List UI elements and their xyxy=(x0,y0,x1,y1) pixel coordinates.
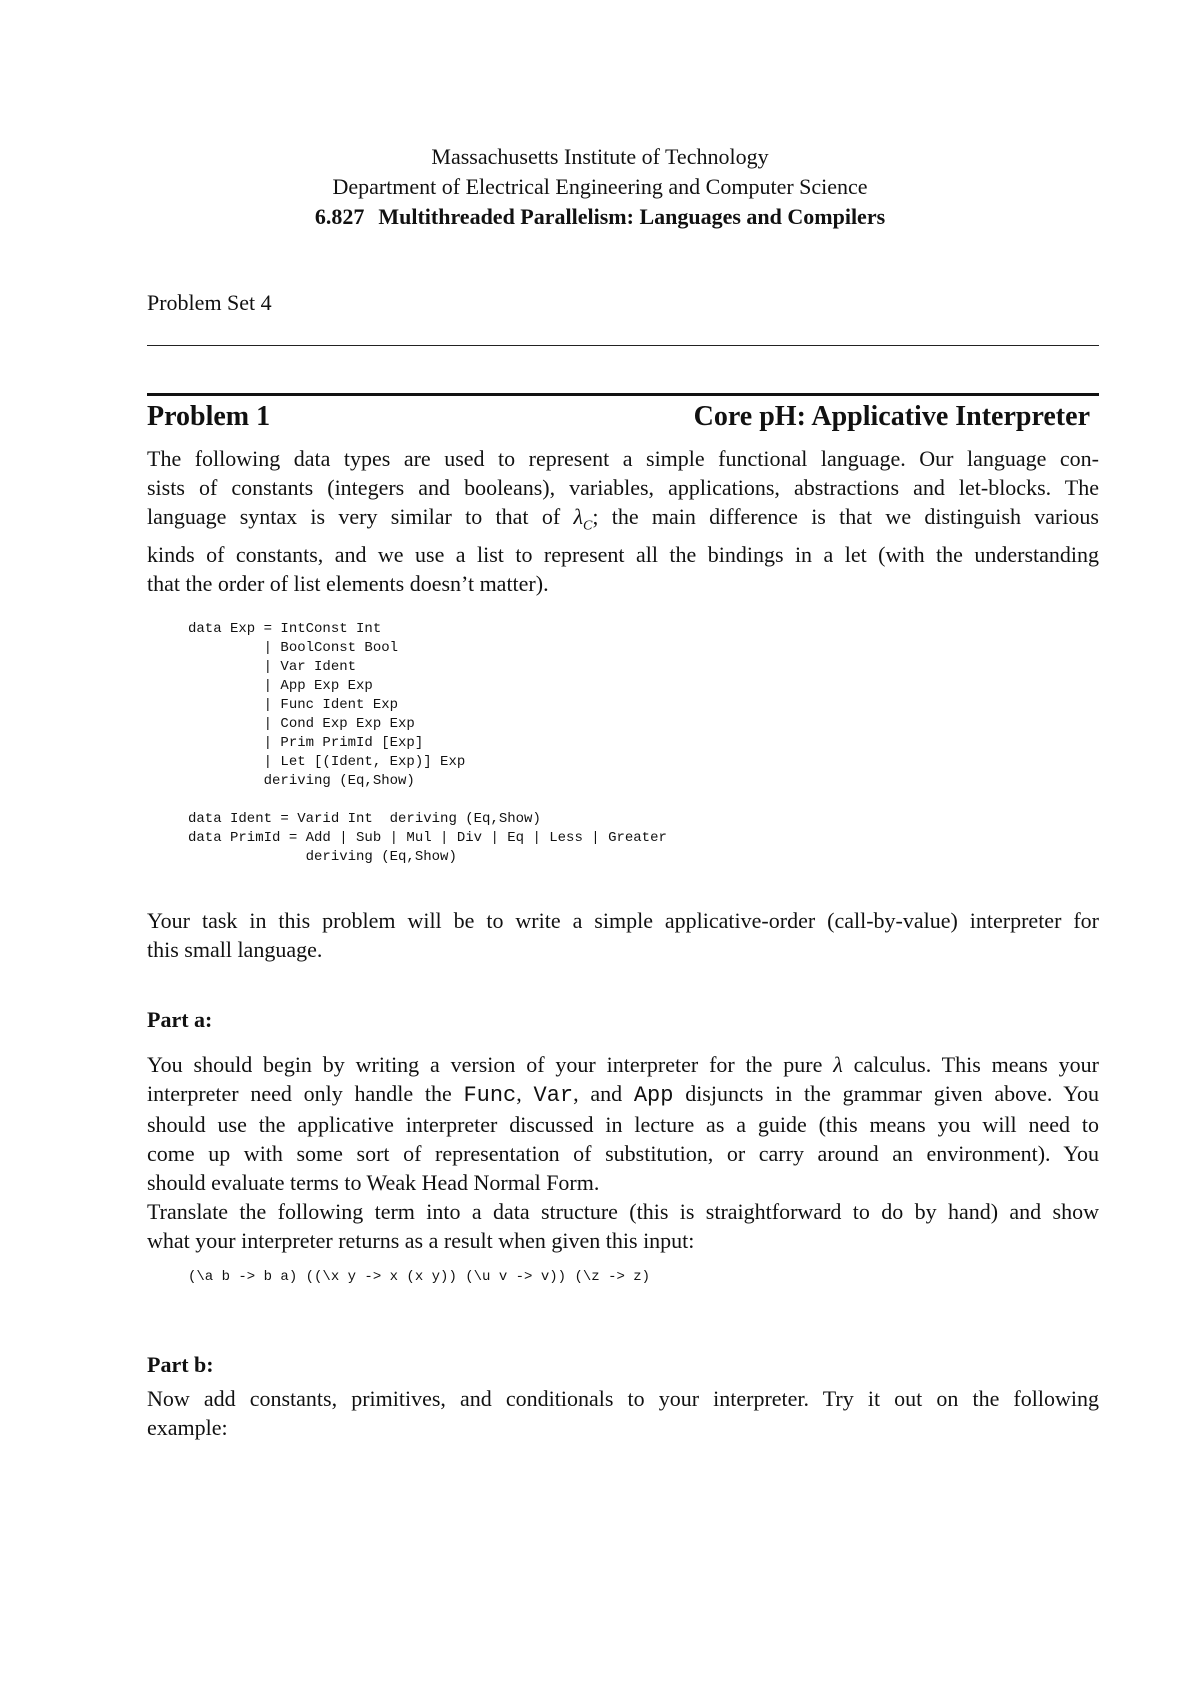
course-title-line xyxy=(0,202,1200,232)
problem-divider xyxy=(147,393,1099,396)
intro-line: that the order of list elements doesn’t matter). xyxy=(147,571,549,597)
text-span: language syntax is very similar to that of xyxy=(147,504,574,529)
func-keyword: Func xyxy=(463,1083,517,1108)
lambda-symbol: λ xyxy=(573,504,583,529)
intro-line xyxy=(147,502,1099,540)
intro-line: kinds of constants, and we use a list to represent all the bindings in a let (with the understanding xyxy=(147,542,1099,568)
course-title: Multithreaded Parallelism: Languages and Compilers xyxy=(378,204,886,229)
task-line: Your task in this problem will be to write a simple applicative-order (call-by-value) interpreter for xyxy=(147,908,1099,933)
lambda-subscript: C xyxy=(582,518,593,534)
lambda-term-code: (\a b -> b a) ((\x y -> x (x y)) (\u v -> v)) (\z -> z) xyxy=(188,1269,651,1285)
document-header xyxy=(0,142,1200,232)
course-number: 6.827 xyxy=(314,204,365,229)
app-keyword: App xyxy=(633,1083,674,1108)
part-a-line: should evaluate terms to Weak Head Normal Form. xyxy=(147,1170,600,1195)
part-a-paragraph xyxy=(147,1050,1099,1255)
part-a-line: what your interpreter returns as a result when given this input: xyxy=(147,1228,695,1253)
task-line: this small language. xyxy=(147,937,323,962)
text-span: disjuncts in the grammar given above. You xyxy=(673,1081,1099,1106)
intro-paragraph xyxy=(147,444,1099,598)
part-a-heading: Part a: xyxy=(147,1007,213,1032)
part-a-line xyxy=(147,1079,1099,1110)
part-b-line: Now add constants, primitives, and conditionals to your interpreter. Try it out on the following xyxy=(147,1386,1099,1411)
part-a-line xyxy=(147,1050,1099,1079)
header-divider xyxy=(147,345,1099,346)
text-span: , and xyxy=(573,1081,634,1106)
part-b-heading: Part b: xyxy=(147,1352,214,1377)
part-a-line: come up with some sort of representation of substitution, or carry around an environment). You xyxy=(147,1141,1099,1166)
problem-label: Problem 1 xyxy=(147,401,271,432)
text-span: , xyxy=(516,1081,534,1106)
var-keyword: Var xyxy=(533,1083,574,1108)
part-b-line: example: xyxy=(147,1415,228,1440)
problem-set-name: Problem Set 4 xyxy=(147,290,272,315)
text-span: You should begin by writing a version of your interpreter for the pure xyxy=(147,1052,834,1077)
part-a-line: should use the applicative interpreter discussed in lecture as a guide (this means you will need to xyxy=(147,1112,1099,1137)
intro-line: sists of constants (integers and booleans), variables, applications, abstractions and let-blocks. The xyxy=(147,475,1099,500)
part-a-line: Translate the following term into a data structure (this is straightforward to do by hand) and show xyxy=(147,1199,1099,1224)
lambda-symbol: λ xyxy=(833,1052,843,1077)
department-name: Department of Electrical Engineering and Computer Science xyxy=(332,174,868,199)
institution-name: Massachusetts Institute of Technology xyxy=(431,144,769,169)
text-span: ; the main difference is that we distinguish various xyxy=(592,504,1099,529)
part-b-paragraph xyxy=(147,1384,1099,1442)
intro-line: The following data types are used to represent a simple functional language. Our language con- xyxy=(147,446,1099,471)
problem-title: Core pH: Applicative Interpreter xyxy=(693,401,1090,432)
text-span: interpreter need only handle the xyxy=(147,1081,464,1106)
text-span: calculus. This means your xyxy=(842,1052,1100,1077)
task-paragraph xyxy=(147,906,1099,964)
data-type-code-block: data Exp = IntConst Int | BoolConst Bool | Var Ident | App Exp Exp | Func Ident Exp | Cond Exp Exp Exp | Prim PrimId [Exp] | Let [(Ident, Exp)] Exp deriving (Eq,Show) data Ident = Varid Int deriving (Eq,Show) data PrimId = Add | Sub | Mul | Div | Eq | Less | Greater deriving (Eq,Show) xyxy=(188,621,667,865)
